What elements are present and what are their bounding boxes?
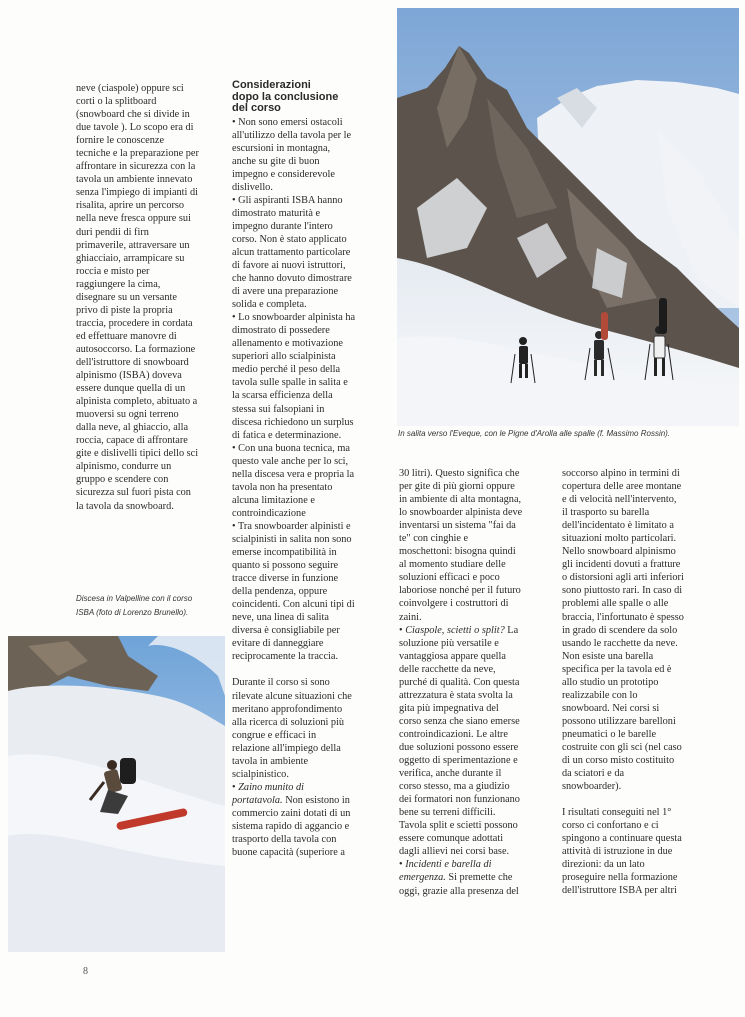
text-line: buone capacità (superiore a bbox=[232, 847, 345, 859]
text-line: gruppo e scendere con bbox=[76, 474, 169, 486]
text-line: • Con una buona tecnica, ma bbox=[232, 442, 350, 454]
text-line: tavola non ha presentato bbox=[232, 481, 333, 493]
text-line: dimostrato di possedere bbox=[232, 325, 330, 337]
text-line: I risultati conseguiti nel 1° bbox=[562, 807, 672, 819]
text-line: Durante il corso si sono bbox=[232, 677, 330, 689]
text-line: anche su gite di buon bbox=[232, 155, 320, 167]
text-line: corso senza che siano emerse bbox=[399, 715, 520, 727]
column-4 bbox=[562, 467, 722, 898]
text-line: di un corso misto costituito bbox=[562, 755, 675, 767]
text-line: delle racchette da neve, bbox=[399, 663, 496, 675]
column-4-text-b bbox=[562, 806, 722, 897]
text-line: scialpinistico. bbox=[232, 768, 289, 780]
text-line: commercio zaini dotati di un bbox=[232, 807, 351, 819]
text-line: neve (ciaspole) oppure sci bbox=[76, 83, 184, 94]
text-line: privo di piste la propria bbox=[76, 304, 173, 316]
text-line: situazioni molto particolari. bbox=[562, 533, 677, 545]
text-line: te" con cinghie e bbox=[399, 533, 469, 545]
text-line: alpinismo, condurre un bbox=[76, 461, 172, 473]
text-line: nella neve fresca oppure sui bbox=[76, 213, 191, 225]
text-line: dell'istruttore ISBA per altri bbox=[562, 885, 677, 897]
text-line: realizzabile con lo bbox=[562, 689, 638, 701]
text-line: dell'incidentato è limitato a bbox=[562, 520, 674, 532]
text-line: nella discesa vera e propria la bbox=[232, 468, 355, 480]
text-line: questo vale anche per lo sci, bbox=[232, 455, 349, 467]
column-1-text bbox=[76, 82, 226, 513]
text-line: vantaggiosa appare quella bbox=[399, 650, 506, 662]
photo-snowboard-descent bbox=[8, 636, 225, 952]
column-1 bbox=[76, 82, 226, 513]
incidenti-title-2: emergenza. bbox=[399, 872, 446, 884]
text-line: in grado di scendere da solo bbox=[562, 624, 678, 636]
text-line: stessa sui falsopiani in bbox=[232, 403, 325, 415]
text-line: Tavola split e scietti possono bbox=[399, 820, 518, 832]
column-2-text-a bbox=[232, 116, 384, 664]
text-line: risalita, aprire un percorso bbox=[76, 200, 185, 212]
text-line: dislivello. bbox=[232, 181, 273, 193]
text-line: alcun trattamento particolare bbox=[232, 246, 351, 258]
text-line: copertura delle aree montane bbox=[562, 481, 682, 493]
incidenti-text: Si premette che bbox=[445, 872, 513, 884]
text-line: roccia e misto per bbox=[76, 265, 150, 277]
text-line: traccia, procedere in cordata bbox=[76, 317, 193, 329]
text-line: muoversi su ogni terreno bbox=[76, 409, 179, 421]
text-line: possono utilizzare barelloni bbox=[562, 715, 676, 727]
text-line: tracce diverse in funzione bbox=[232, 573, 339, 585]
column-3-text-b bbox=[399, 637, 551, 859]
incidenti-title-1: Incidenti e barella di bbox=[405, 859, 492, 871]
text-line: neve, una linea di salita bbox=[232, 612, 329, 624]
text-line: o distorsioni agli arti inferiori bbox=[562, 572, 684, 584]
text-line: laboriose nonché per il futuro bbox=[399, 585, 521, 597]
text-line: Nello snowboard alpinismo bbox=[562, 546, 676, 558]
text-line: autosoccorso. La formazione bbox=[76, 343, 196, 355]
text-line: corso. Non è stato applicato bbox=[232, 233, 347, 245]
text-line: alpinista completo, abituato a bbox=[76, 396, 198, 408]
incidenti-paragraph: • Incidenti e barella di emergenza. Si premette che bbox=[399, 859, 513, 884]
text-line: disegnare su un versante bbox=[76, 291, 177, 303]
text-line: moschettoni: bisogna quindi bbox=[399, 546, 516, 558]
text-line: dagli allievi nei corsi base. bbox=[399, 846, 510, 858]
text-line: controindicazioni. Le altre bbox=[399, 728, 508, 740]
text-line: coinvolgere i costruttori di bbox=[399, 598, 509, 610]
text-line: gita più impegnativa del bbox=[399, 702, 499, 714]
text-line: il trasporto su barella bbox=[562, 507, 650, 519]
text-line: da sciatori e da bbox=[562, 768, 625, 780]
text-line: solida e completa. bbox=[232, 299, 307, 311]
text-line: tavola sulle spalle in salita e bbox=[232, 377, 348, 389]
text-line: spingono a continuare questa bbox=[562, 833, 682, 845]
text-line: oggetto di sperimentazione e bbox=[399, 755, 518, 767]
text-line: di fatica e determinazione. bbox=[232, 429, 342, 441]
text-line: di favore ai nuovi istruttori, bbox=[232, 260, 346, 272]
column-2-text-b bbox=[232, 676, 384, 780]
column-4-text-a bbox=[562, 467, 722, 793]
text-line: due soluzioni possono essere bbox=[399, 741, 519, 753]
text-line: gite e dislivelli tipici dello sci bbox=[76, 448, 199, 460]
text-line: purché di qualità. Con questa bbox=[399, 676, 520, 688]
text-line: quanto si possono seguire bbox=[232, 560, 339, 572]
text-line: corso stesso, ma a giudizio bbox=[399, 781, 510, 793]
text-line: ed effettuare manovre di bbox=[76, 330, 177, 342]
ciaspole-title: Ciaspole, scietti o split? bbox=[405, 624, 505, 636]
text-line: affrontare in sicurezza con la bbox=[76, 161, 196, 173]
text-line: due tavole ). Lo scopo era di bbox=[76, 122, 194, 134]
text-line: medio perché il peso della bbox=[232, 364, 341, 376]
column-2 bbox=[232, 80, 384, 859]
text-line: impegno durante l'intero bbox=[232, 220, 333, 232]
text-line: escursioni in montagna, bbox=[232, 142, 331, 154]
text-line: relazione all'impiego della bbox=[232, 742, 341, 754]
text-line: braccia, l'infortunato è spesso bbox=[562, 611, 684, 623]
text-line: tavola un ambiente innevato bbox=[76, 174, 193, 186]
caption-left-photo bbox=[76, 592, 226, 620]
zaino-title-1: Zaino munito di bbox=[238, 781, 304, 793]
text-line: • Lo snowboarder alpinista ha bbox=[232, 312, 356, 324]
text-line: dimostrato maturità e bbox=[232, 207, 321, 219]
text-line: raggiungere la cima, bbox=[76, 278, 161, 290]
text-line: verifica, anche durante il bbox=[399, 768, 502, 780]
caption-top-text: In salita verso l'Eveque, con le Pigne d'Arolla alle spalle (f. Massimo Rossin). bbox=[398, 429, 671, 438]
text-line: sicurezza sul fuori pista con bbox=[76, 487, 191, 499]
text-line: • Gli aspiranti ISBA hanno bbox=[232, 194, 343, 206]
column-3-text-c bbox=[399, 885, 551, 898]
column-3 bbox=[399, 467, 551, 898]
section-heading bbox=[232, 80, 384, 115]
text-line: usando le racchette da neve. bbox=[562, 637, 678, 649]
text-line: roccia, capace di affrontare bbox=[76, 435, 188, 447]
text-line: evitare di danneggiare bbox=[232, 638, 324, 650]
text-line: della pendenza, oppure bbox=[232, 586, 328, 598]
text-line: emerse incompatibilità in bbox=[232, 547, 337, 559]
text-line: tavola in ambiente bbox=[232, 755, 309, 767]
text-line: alpinismo (ISBA) doveva bbox=[76, 370, 182, 382]
text-line: soluzione più versatile e bbox=[399, 637, 499, 649]
text-line: corso ci confortano e ci bbox=[562, 820, 659, 832]
text-line: controindicazione bbox=[232, 507, 306, 519]
text-line: gli incidenti dovuti a fratture bbox=[562, 559, 681, 571]
text-line: la scarsa efficienza della bbox=[232, 390, 333, 402]
text-line: dei formatori non funzionano bbox=[399, 794, 520, 806]
text-line: congrue e efficaci in bbox=[232, 729, 317, 741]
text-line: impegno e considerevole bbox=[232, 168, 335, 180]
text-line: direzioni: da un lato bbox=[562, 859, 645, 871]
text-line: 30 litri). Questo significa che bbox=[399, 468, 520, 479]
text-line: snowboarder). bbox=[562, 781, 622, 793]
text-line: superiori allo scialpinista bbox=[232, 351, 336, 363]
text-line: che hanno dovuto dimostrare bbox=[232, 273, 352, 285]
text-line: costruite con gli sci (nel caso bbox=[562, 741, 682, 753]
text-line: Non esiste una barella bbox=[562, 650, 654, 662]
text-line: • Non sono emersi ostacoli bbox=[232, 116, 343, 128]
text-line: primaverile, attraversare un bbox=[76, 239, 190, 251]
text-line: la tavola da snowboard. bbox=[76, 500, 174, 512]
text-line: attività di istruzione in due bbox=[562, 846, 673, 858]
text-line: e di velocità nell'intervento, bbox=[562, 494, 677, 506]
text-line: snowboard. Nei corsi si bbox=[562, 702, 660, 714]
page-number: 8 bbox=[83, 966, 88, 977]
text-line: pneumatici o le barelle bbox=[562, 728, 657, 740]
text-line: trasporto della tavola con bbox=[232, 834, 337, 846]
text-line: (snowboard che si divide in bbox=[76, 109, 190, 121]
caption-left-line-1: Discesa in Valpelline con il corso bbox=[76, 594, 193, 603]
text-line: bene su terreni difficili. bbox=[399, 807, 496, 819]
text-line: dell'istruttore di snowboard bbox=[76, 356, 189, 368]
zaino-title-2: portatavola. bbox=[232, 794, 283, 806]
text-line: alcuna limitazione e bbox=[232, 494, 315, 506]
text-line: essere dunque quella di un bbox=[76, 383, 186, 395]
text-line: discesa richiedono un surplus bbox=[232, 416, 354, 428]
text-line: al momento studiare delle bbox=[399, 559, 506, 571]
text-line: • Tra snowboarder alpinisti e bbox=[232, 520, 351, 532]
text-line: zaini. bbox=[399, 611, 422, 623]
text-line: fornire le conoscenze bbox=[76, 135, 165, 147]
text-line: duri pendii di firn bbox=[76, 226, 149, 238]
photo-mountain-ascent bbox=[397, 8, 739, 426]
text-line: corti o la splitboard bbox=[76, 96, 157, 108]
text-line: soccorso alpino in termini di bbox=[562, 468, 680, 479]
text-line: all'utilizzo della tavola per le bbox=[232, 129, 352, 141]
section-heading-line-1: Considerazioni bbox=[232, 79, 311, 91]
section-heading-line-3: del corso bbox=[232, 102, 281, 114]
text-line: per gite di più giorni oppure bbox=[399, 481, 515, 493]
text-line: sono piuttosto rari. In caso di bbox=[562, 585, 683, 597]
text-line: attrezzatura è stata svolta la bbox=[399, 689, 513, 701]
text-line: meritano approfondimento bbox=[232, 703, 343, 715]
text-line: senza l'impiego di impianti di bbox=[76, 187, 198, 199]
text-line: in ambiente di alta montagna, bbox=[399, 494, 522, 506]
zaino-paragraph: • Zaino munito di portatavola. Non esistono in bbox=[232, 781, 350, 806]
text-line: sistema rapido di aggancio e bbox=[232, 820, 350, 832]
text-line: alla ricerca di soluzioni più bbox=[232, 716, 345, 728]
text-line: dalla neve, al ghiaccio, alla bbox=[76, 422, 189, 434]
caption-left-line-2: ISBA (foto di Lorenzo Brunello). bbox=[76, 608, 189, 617]
text-line: lo snowboarder alpinista deve bbox=[399, 507, 523, 519]
ciaspole-text: La bbox=[504, 624, 519, 636]
ciaspole-paragraph: • Ciaspole, scietti o split? La bbox=[399, 624, 519, 636]
text-line: allenamento e motivazione bbox=[232, 338, 343, 350]
caption-top-photo bbox=[398, 427, 740, 441]
text-line: oggi, grazie alla presenza del bbox=[399, 885, 519, 897]
text-line: diversa è consigliabile per bbox=[232, 625, 340, 637]
zaino-text-1: Non esistono in bbox=[282, 794, 350, 806]
text-line: tecniche e la preparazione per bbox=[76, 148, 199, 160]
text-line: specifica per la tavola ed è bbox=[562, 663, 672, 675]
text-line: rilevate alcune situazioni che bbox=[232, 690, 352, 702]
text-line: di avere una preparazione bbox=[232, 286, 339, 298]
text-line: allo studio un prototipo bbox=[562, 676, 659, 688]
text-line: inventarsi un sistema "fai da bbox=[399, 520, 516, 532]
text-line: problemi alle spalle o alle bbox=[562, 598, 669, 610]
column-3-text-a bbox=[399, 467, 551, 624]
text-line: scialpinisti in salita non sono bbox=[232, 534, 352, 545]
text-line: essere comunque adottati bbox=[399, 833, 504, 845]
text-line: soluzioni efficaci e poco bbox=[399, 572, 500, 584]
text-line: proseguire nella formazione bbox=[562, 872, 678, 884]
text-line: reciprocamente la traccia. bbox=[232, 651, 339, 663]
column-2-text-c bbox=[232, 807, 384, 859]
section-heading-line-2: dopo la conclusione bbox=[232, 90, 339, 103]
text-line: coincidenti. Con alcuni tipi di bbox=[232, 599, 355, 611]
text-line: ghiacciaio, arrampicare su bbox=[76, 252, 185, 264]
